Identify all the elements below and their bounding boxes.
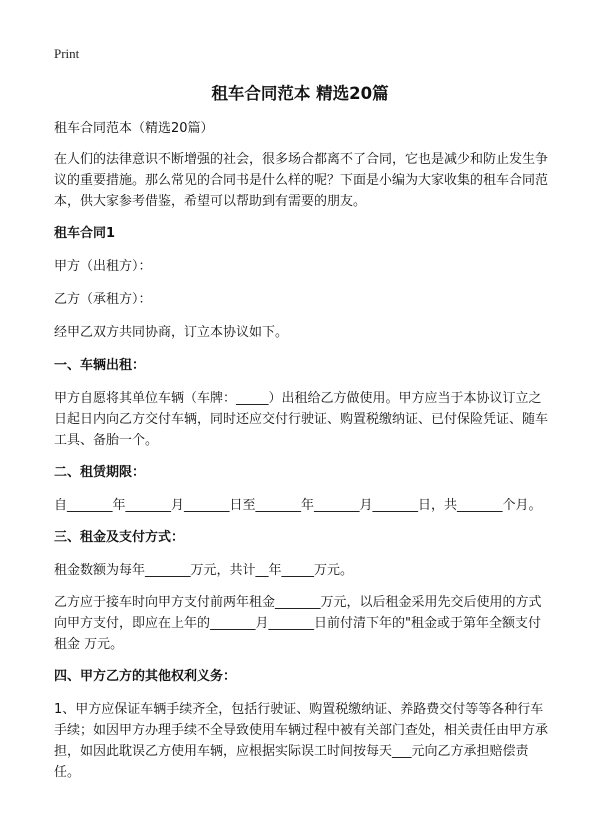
section-1-heading: 一、车辆出租： [54, 358, 146, 373]
section-3-text-2: 乙方应于接车时向甲方支付前两年租金_______万元，以后租金采用先交后使用的方式向甲方支付，即应在上年的_______月_______日前付清下年的"租金或于第年全额支付租金 万元。 [54, 595, 542, 652]
section-3-text-1: 租金数额为每年_______万元，共计__年_____万元。 [54, 563, 354, 578]
page-title: 租车合同范本 精选20篇 [211, 84, 389, 103]
contract-heading: 租车合同1 [54, 226, 116, 241]
intro-paragraph: 在人们的法律意识不断增强的社会，很多场合都离不了合同，它也是减少和防止发生争议的重要措施。那么常见的合同书是什么样的呢？下面是小编为大家收集的租车合同范本，供大家参考借鉴，希望可以帮助到有需要的朋友。 [54, 152, 549, 209]
document-body [54, 118, 550, 783]
party-a-line: 甲方（出租方）： [54, 259, 152, 274]
print-link[interactable]: Print [54, 46, 80, 61]
section-3-heading: 三、租金及支付方式： [54, 530, 185, 545]
section-4-heading: 四、甲方乙方的其他权利义务： [54, 669, 237, 684]
party-b-line: 乙方（承租方）： [54, 292, 152, 307]
section-1-text: 甲方自愿将其单位车辆（车牌：_____）出租给乙方做使用。甲方应当于本协议订立之日起日内向乙方交付车辆，同时还应交付行驶证、购置税缴纳证、已付保险凭证、随车工具、备胎一个。 [54, 391, 549, 448]
document-subtitle: 租车合同范本（精选20篇） [54, 121, 214, 136]
section-2-text: 自_______年_______月_______日至_______年_______月_______日，共_______个月。 [54, 498, 542, 513]
agreement-line: 经甲乙双方共同协商，订立本协议如下。 [54, 325, 289, 340]
section-2-heading: 二、租赁期限： [54, 465, 146, 480]
section-4-text-1: 1、甲方应保证车辆手续齐全，包括行驶证、购置税缴纳证、养路费交付等等各种行车手续；如因甲方办理手续不全导致使用车辆过程中被有关部门查处，相关责任由甲方承担，如因此耽误乙方使用车辆，应根据实际误工时间按每天___元向乙方承担赔偿责任。 [54, 702, 549, 780]
